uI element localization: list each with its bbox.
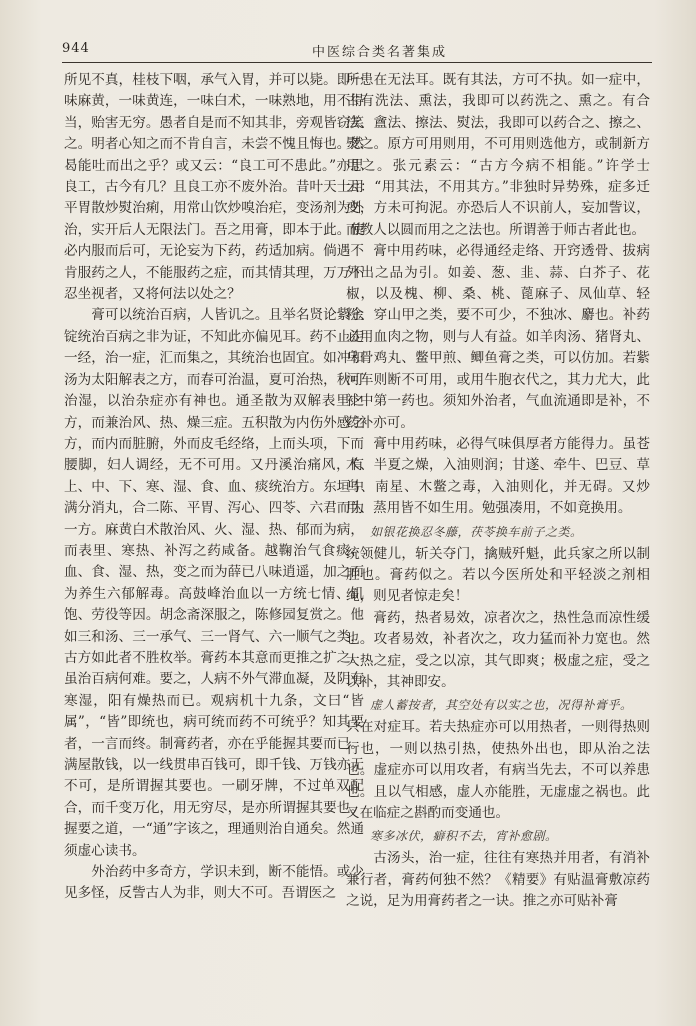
body-paragraph: 膏药，热者易效，凉者次之，热性急而凉性缓也。攻者易效，补者次之，攻力猛而补力宽也。然大热之症，受之以凉，其气即爽；极虚之症，受之以补，其神即安。 xyxy=(346,609,650,690)
body-paragraph: 所患在无法耳。既有其法，方可不执。如一症中，古有洗法、熏法，我即可以药洗之、熏之。有合法、盦法、擦法、熨法，我即可以药合之、擦之、熨之。原方可用则用，不可用则选他方，或制新方用之。张元素云：“古方今病不相能。”许学士云：“用其法，不用其方。”非独时异势殊，症多迁变，方未可拘泥。亦恐后人不识前人，妄加訾议，而教人以圆而用之之法也。所谓善于师古者此也。 xyxy=(346,72,650,238)
body-paragraph: 膏中用药味，必得气味俱厚者方能得力。虽苍术、半夏之燥，入油则润；甘遂、牵牛、巴豆、草乌、南星、木鳖之毒，入油则化，并无碍。又炒用、蒸用皆不如生用。勉强凑用，不如竟换用。 xyxy=(346,435,650,517)
book-title: 中医综合类名著集成 xyxy=(312,45,448,60)
body-paragraph: 只在对症耳。若夫热症亦可以用热者，一则得热则行也，一则以热引热，使热外出也，即从治之法也。虚症亦可以用攻者，有病当先去，不可以养患也。且以气相感，虚人亦能胜，无虚虚之祸也。此又在临症之斟酌而变通也。 xyxy=(346,719,650,821)
page-number: 944 xyxy=(62,41,90,56)
note-paragraph: 如银花换忍冬藤，茯苓换车前子之类。 xyxy=(370,524,583,539)
body-paragraph: 所见不真，桂枝下咽，承气入胃，并可以毙。即一味麻黄，一味黄连，一味白术，一味熟地，用不得当，贻害无穷。愚者自是而不知其非，旁观皆窃笑之。明者心知之而不肯自言，未尝不愧且悔也。然曷能吐而出之乎？或又云：“良工可不患此。”亦思良工，古今有几？且良工亦不废外治。昔叶天士用平胃散炒熨治痢，用常山饮炒嗅治疟，变汤剂为外治，实开后人无限法门。吾之用膏，即本于此。使必内服而后可，无论妄为下药，药适加病。倘遇不肯服药之人，不能服药之症，而其情其理，万万不忍坐视者，又将何法以处之？ xyxy=(64,72,364,303)
body-paragraph: 膏可以统治百病，人皆讥之。且举名贤论紫金锭统治百病之非为证，不知此亦偏见耳。药不止走一经，治一症，汇而集之，其统治也固宜。如冲和汤为太阳解表之方，而春可治温，夏可治热，秋可治湿，以治杂症亦有神也。通圣散为双解表里之方，而兼治风、热、燥三症。五积散为内伤外感之方，而内而脏腑，外而皮毛经络，上而头项，下而腰脚，妇人调经，无不可用。又丹溪治痛风，有上、中、下、寒、湿、食、血、痰统治方。东垣中满分消丸，合二陈、平胃、泻心、四苓、六君而为一方。麻黄白术散治风、火、湿、热、郁而为病，而表里、寒热、补泻之药咸备。越鞠治气食痰、血、食、湿、热，变之而为薛已八味逍遥，加之而为养生六郁解毒。高鼓峰治血以一方统七情、饥饱、劳役等因。胡念斋深服之，陈修园复赏之。他如三和汤、三一承气、三一肾气、六一顺气之类，古方如此者不胜枚举。膏药本其意而更推之扩之。虽治百病何难。要之，人病不外气滞血凝，及阴有寒湿，阳有燥热而已。观病机十九条，文曰“皆属”，“皆”即统也，病可统而药不可统乎？知其要者，一言而终。制膏药者，亦在乎能握其要而已。满屋散钱，以一线贯串百钱可，即千钱、万钱亦无不可，是所谓握其要也。一刷牙牌，不过单双配合，而千变万化，用无穷尽，是亦所谓握其要也。握要之道，一“通”字该之，理通则治自通矣。然通须虚心读书。 xyxy=(64,307,364,859)
note-paragraph: 虚人蓄按者，其空处有以实之也，况得补膏乎。 xyxy=(370,698,633,713)
body-paragraph: 膏中用药味，必得通经走络、开窍透骨、拔病外出之品为引。如姜、葱、韭、蒜、白芥子、花椒，以及槐、柳、桑、桃、蓖麻子、凤仙草、轻粉、穿山甲之类，要不可少，不独冰、麝也。补药必用血肉之物，则与人有益。如羊肉汤、猪肾丸、乌骨鸡丸、鳖甲煎、鲫鱼膏之类，可以仿加。若紫河车则断不可用，或用牛胞衣代之，其力尤大，此补中第一药也。须知外治者，气血流通即是补，不药补亦可。 xyxy=(346,243,650,431)
body-paragraph: 古汤头，治一症，往往有寒热并用者，有消补兼行者，膏药何独不然？《精要》有贴温膏敷凉药之说，足为用膏药者之一诀。推之亦可贴补膏 xyxy=(346,850,650,910)
page-header xyxy=(62,36,652,63)
note-paragraph: 寒多冰伏，癖积不去，宵补愈剧。 xyxy=(370,829,558,844)
right-column xyxy=(346,70,650,1010)
body-paragraph: 外治药中多奇方，学识未到，断不能悟。或少见多怪，反訾古人为非，则大不可。吾谓医之 xyxy=(64,864,364,902)
body-paragraph: 统领健儿，斩关夺门，擒贼歼魁，此兵家之所以制胜也。膏药似之。若以今医所处和平轻淡之剂相绳，则见者惊走矣！ xyxy=(346,545,650,605)
left-column xyxy=(64,70,364,1010)
